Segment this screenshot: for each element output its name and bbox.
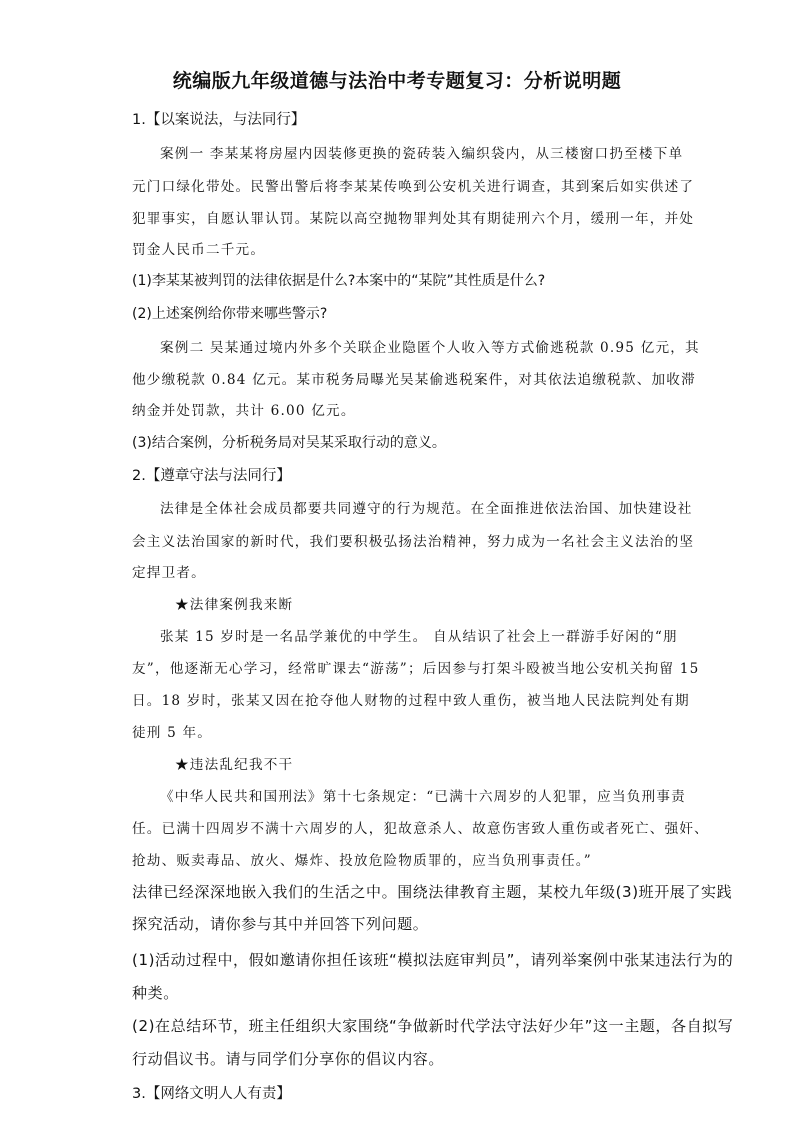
case2-line3: 纳金并处罚款，共计 6.00 亿元。 — [132, 403, 356, 419]
section-heading-2: 2.【遵章守法与法同行】 — [132, 468, 291, 484]
criminal-law-line1: 《中华人民共和国刑法》第十七条规定：“已满十六周岁的人犯罪，应当负刑事责 — [160, 789, 686, 805]
criminal-law-line3: 抢劫、贩卖毒品、放火、爆炸、投放危险物质罪的，应当负刑事责任。” — [132, 853, 592, 869]
zhang-case-line2: 友”，他逐渐无心学习，经常旷课去“游荡”；后因参与打架斗殴被当地公安机关拘留 15 — [132, 661, 700, 677]
case1-line4: 罚金人民币二千元。 — [132, 242, 266, 258]
question-2-2-line2: 行动倡议书。请与同学们分享你的倡议内容。 — [132, 1050, 445, 1068]
activity-intro-line2: 探究活动，请你参与其中并回答下列问题。 — [132, 915, 429, 933]
zhang-case-line1: 张某 15 岁时是一名品学兼优的中学生。 自从结识了社会上一群游手好闲的“朋 — [160, 629, 678, 645]
section2-intro-line3: 定捍卫者。 — [132, 565, 206, 581]
subheading-case-judging: ★法律案例我来断 — [175, 597, 294, 613]
zhang-case-line4: 徒刑 5 年。 — [132, 725, 213, 741]
case2-line2: 他少缴税款 0.84 亿元。某市税务局曝光吴某偷逃税案件，对其依法追缴税款、加收滞 — [132, 372, 696, 388]
section-heading-1: 1.【以案说法，与法同行】 — [132, 112, 306, 128]
case1-line2: 元门口绿化带处。民警出警后将李某某传唤到公安机关进行调查，其到案后如实供述了 — [132, 179, 695, 195]
case2-line1: 案例二 吴某通过境内外多个关联企业隐匿个人收入等方式偷逃税款 0.95 亿元，其 — [160, 340, 700, 356]
section2-intro-line1: 法律是全体社会成员都要共同遵守的行为规范。在全面推进依法治国、加快建设社 — [160, 501, 693, 517]
case1-line1: 案例一 李某某将房屋内因装修更换的瓷砖装入编织袋内，从三楼窗口扔至楼下单 — [160, 146, 684, 162]
document-title: 统编版九年级道德与法治中考专题复习：分析说明题 — [172, 70, 622, 92]
question-2-2-line1: (2)在总结环节，班主任组织大家围绕“争做新时代学法守法好少年”这一主题，各自拟写 — [132, 1017, 734, 1035]
question-2-1-line2: 种类。 — [132, 984, 179, 1002]
question-2-1-line1: (1)活动过程中，假如邀请你担任该班“模拟法庭审判员”，请列举案例中张某违法行为的 — [132, 951, 734, 969]
section2-intro-line2: 会主义法治国家的新时代，我们要积极弘扬法治精神，努力成为一名社会主义法治的坚 — [132, 534, 695, 550]
criminal-law-line2: 任。已满十四周岁不满十六周岁的人，犯故意杀人、故意伤害致人重伤或者死亡、强奸、 — [132, 821, 709, 837]
question-1-3: (3)结合案例，分析税务局对吴某采取行动的意义。 — [132, 435, 446, 451]
question-1-2: (2)上述案例给你带来哪些警示? — [132, 306, 328, 322]
subheading-no-violation: ★违法乱纪我不干 — [175, 757, 294, 773]
case1-line3: 犯罪事实，自愿认罪认罚。某院以高空抛物罪判处其有期徒刑六个月，缓刑一年，并处 — [132, 211, 695, 227]
zhang-case-line3: 日。18 岁时，张某又因在抢夺他人财物的过程中致人重伤，被当地人民法院判处有期 — [132, 693, 690, 709]
question-1-1: (1)李某某被判罚的法律依据是什么?本案中的“某院”其性质是什么? — [132, 273, 546, 289]
section-heading-3: 3.【网络文明人人有责】 — [132, 1086, 291, 1102]
activity-intro-line1: 法律已经深深地嵌入我们的生活之中。围绕法律教育主题，某校九年级(3)班开展了实践 — [132, 883, 733, 901]
